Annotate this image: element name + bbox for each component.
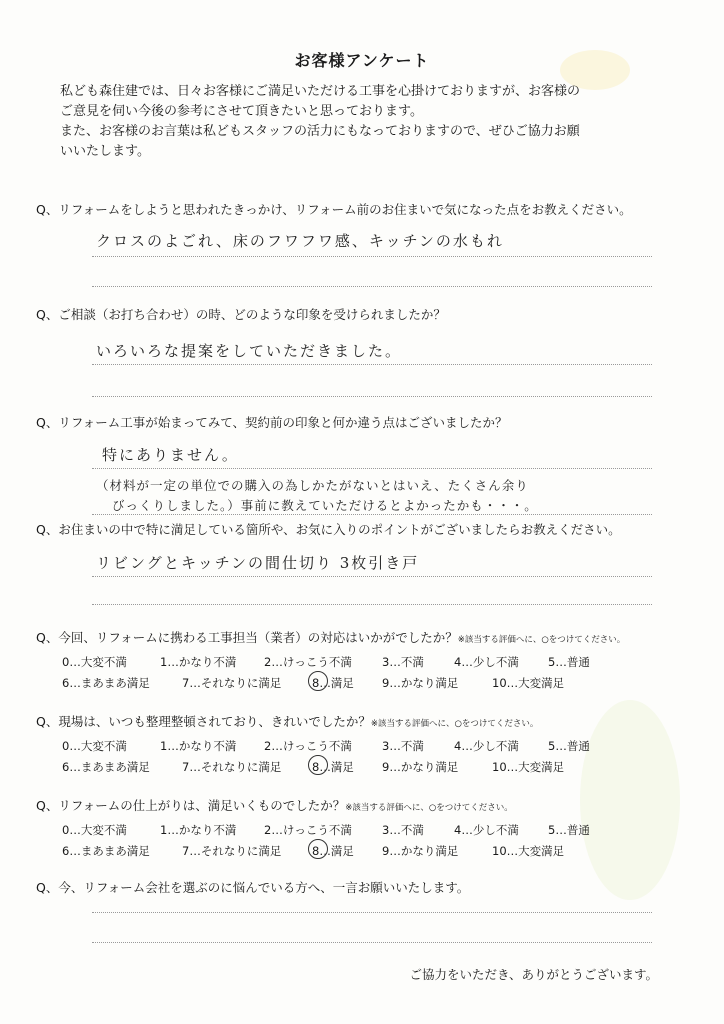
rating-option-3[interactable]: 3…不満 xyxy=(382,739,424,753)
rating-option-2[interactable]: 2…けっこう不満 xyxy=(264,739,352,753)
rating-option-10[interactable]: 10…大変満足 xyxy=(492,760,565,774)
question-6-note: ※該当する評価へに、○をつけてください。 xyxy=(370,719,539,729)
intro-line: 私ども森住建では、日々お客様にご満足いただける工事を心掛けておりますが、お客様の xyxy=(60,84,581,99)
rating-option-3[interactable]: 3…不満 xyxy=(382,655,424,669)
question-7-note: ※該当する評価へに、○をつけてください。 xyxy=(345,803,513,813)
intro-line: ご意見を伺い今後の参考にさせて頂きたいと思っております。 xyxy=(60,104,423,119)
rating-option-5[interactable]: 5…普通 xyxy=(548,823,590,837)
answer-1: クロスのよごれ、床のフワフワ感、キッチンの水もれ xyxy=(96,232,504,250)
rating-option-8[interactable]: 8…満足 xyxy=(312,675,354,691)
rating-option-4[interactable]: 4…少し不満 xyxy=(454,655,519,669)
selected-rating-circle xyxy=(308,755,328,775)
question-5 xyxy=(36,628,625,646)
question-7 xyxy=(36,796,513,814)
answer-line xyxy=(92,942,652,943)
selected-rating-circle xyxy=(308,671,328,691)
rating-option-4[interactable]: 4…少し不満 xyxy=(454,739,519,753)
question-6 xyxy=(36,712,538,730)
rating-option-7[interactable]: 7…それなりに満足 xyxy=(182,844,282,858)
rating-option-7[interactable]: 7…それなりに満足 xyxy=(182,760,282,774)
intro-text xyxy=(60,82,680,162)
rating-option-1[interactable]: 1…かなり不満 xyxy=(160,823,237,837)
question-2: Q、ご相談（お打ち合わせ）の時、どのような印象を受けられましたか？ xyxy=(36,307,446,322)
rating-option-3[interactable]: 3…不満 xyxy=(382,823,424,837)
answer-line xyxy=(92,256,652,257)
rating-option-6[interactable]: 6…まあまあ満足 xyxy=(62,844,150,858)
rating-option-4[interactable]: 4…少し不満 xyxy=(454,823,519,837)
rating-option-10[interactable]: 10…大変満足 xyxy=(492,844,565,858)
rating-option-8[interactable]: 8…満足 xyxy=(312,843,354,859)
background-stain xyxy=(580,700,680,900)
rating-option-2[interactable]: 2…けっこう不満 xyxy=(264,655,352,669)
rating-option-2[interactable]: 2…けっこう不満 xyxy=(264,823,352,837)
rating-option-9[interactable]: 9…かなり満足 xyxy=(382,676,459,690)
question-4: Q、お住まいの中で特に満足している箇所や、お気に入りのポイントがございましたらお教えください。 xyxy=(36,522,621,537)
answer-3-line-2: （材料が一定の単位での購入の為しかたがないとはいえ、たくさん余り xyxy=(96,478,529,493)
question-1: Q、リフォームをしようと思われたきっかけ、リフォーム前のお住まいで気になった点をお教えください。 xyxy=(36,202,632,217)
rating-option-9[interactable]: 9…かなり満足 xyxy=(382,760,459,774)
answer-3-line-3: びっくりしました。）事前に教えていただけるとよかったかも・・・。 xyxy=(112,498,538,513)
answer-2: いろいろな提案をしていただきました。 xyxy=(96,342,403,360)
rating-option-1[interactable]: 1…かなり不満 xyxy=(160,655,237,669)
intro-line: また、お客様のお言葉は私どもスタッフの活力にもなっておりますので、ぜひご協力お願 xyxy=(60,124,580,139)
rating-option-5[interactable]: 5…普通 xyxy=(548,739,590,753)
answer-line xyxy=(92,912,652,913)
question-5-note: ※該当する評価へに、○をつけてください。 xyxy=(457,635,626,645)
answer-line xyxy=(92,576,652,577)
thank-you-text: ご協力をいただき、ありがとうございます。 xyxy=(409,967,658,982)
rating-option-9[interactable]: 9…かなり満足 xyxy=(382,844,459,858)
answer-4: リビングとキッチンの間仕切り 3枚引き戸 xyxy=(96,554,420,572)
page-title: お客様アンケート xyxy=(294,51,430,70)
rating-option-0[interactable]: 0…大変不満 xyxy=(62,739,127,753)
answer-line xyxy=(92,468,652,469)
rating-option-0[interactable]: 0…大変不満 xyxy=(62,823,127,837)
answer-line xyxy=(92,604,652,605)
question-3: Q、リフォーム工事が始まってみて、契約前の印象と何か違う点はございましたか？ xyxy=(36,415,508,430)
answer-line xyxy=(92,514,652,515)
question-5-label: Q、今回、リフォームに携わる工事担当（業者）の対応はいかがでしたか？ xyxy=(36,630,458,645)
rating-option-1[interactable]: 1…かなり不満 xyxy=(160,739,237,753)
rating-option-5[interactable]: 5…普通 xyxy=(548,655,590,669)
question-8: Q、今、リフォーム会社を選ぶのに悩んでいる方へ、一言お願いいたします。 xyxy=(36,880,470,895)
answer-line xyxy=(92,286,652,287)
rating-option-10[interactable]: 10…大変満足 xyxy=(492,676,565,690)
answer-line xyxy=(92,396,652,397)
rating-option-6[interactable]: 6…まあまあ満足 xyxy=(62,760,150,774)
rating-option-7[interactable]: 7…それなりに満足 xyxy=(182,676,282,690)
selected-rating-circle xyxy=(308,839,328,859)
intro-line: いいたします。 xyxy=(60,144,150,159)
rating-option-8[interactable]: 8…満足 xyxy=(312,759,354,775)
rating-option-6[interactable]: 6…まあまあ満足 xyxy=(62,676,150,690)
answer-3-line-1: 特にありません。 xyxy=(102,446,239,464)
rating-option-0[interactable]: 0…大変不満 xyxy=(62,655,127,669)
question-7-label: Q、リフォームの仕上がりは、満足いくものでしたか？ xyxy=(36,798,346,813)
answer-line xyxy=(92,364,652,365)
question-6-label: Q、現場は、いつも整理整頓されており、きれいでしたか？ xyxy=(36,714,371,729)
